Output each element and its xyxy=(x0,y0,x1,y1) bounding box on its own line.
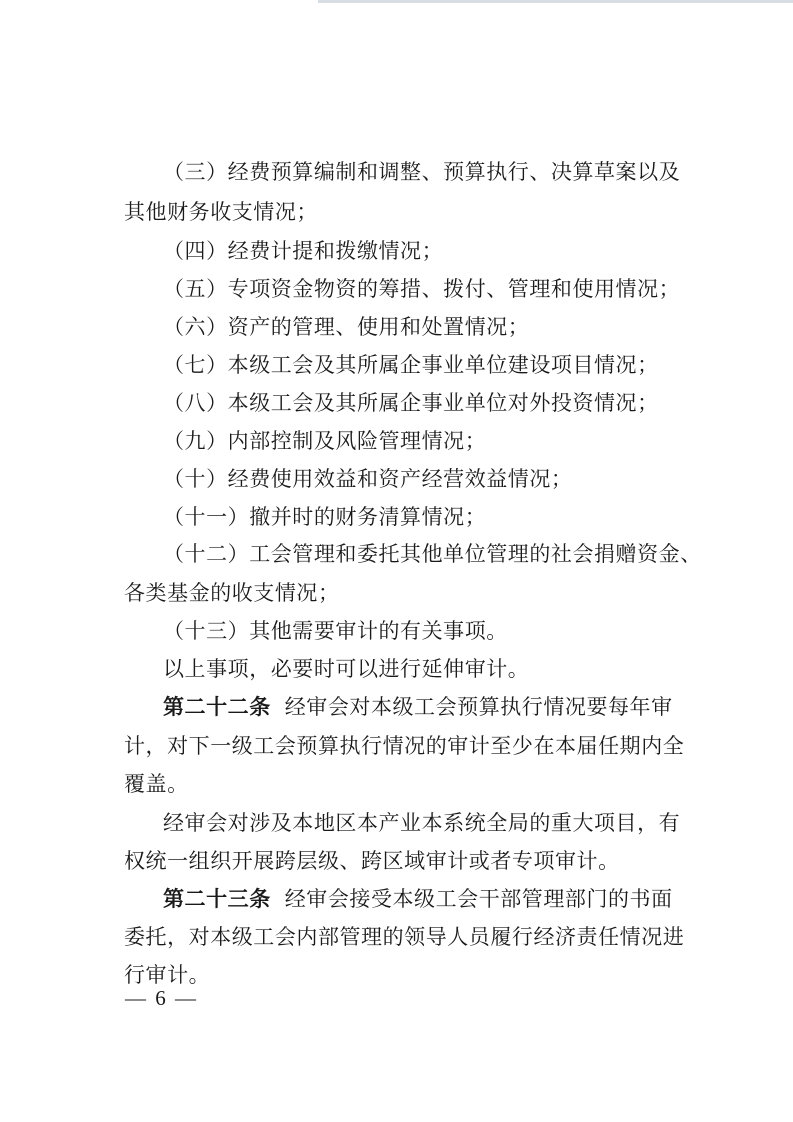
text-line: （十）经费使用效益和资产经营效益情况； xyxy=(163,467,573,491)
article-22-heading: 第二十二条 xyxy=(163,694,271,719)
text-line: 权统一组织开展跨层级、跨区域审计或者专项审计。 xyxy=(124,849,620,873)
text-line: 行审计。 xyxy=(124,963,211,987)
text-line: （八）本级工会及其所属企事业单位对外投资情况； xyxy=(163,391,659,415)
text-line: （四）经费计提和拨缴情况； xyxy=(163,239,444,263)
text-line: （六）资产的管理、使用和处置情况； xyxy=(163,315,530,339)
text-line: （九）内部控制及风险管理情况； xyxy=(163,429,487,453)
text-line: （十二）工会管理和委托其他单位管理的社会捐赠资金、 xyxy=(163,542,702,566)
text-line: （七）本级工会及其所属企事业单位建设项目情况； xyxy=(163,353,659,377)
text-line: 经审会对涉及本地区本产业本系统全局的重大项目，有 xyxy=(163,811,681,835)
text-line: 覆盖。 xyxy=(124,772,189,796)
article-22-line xyxy=(163,694,673,720)
text-line: （十一）撤并时的财务清算情况； xyxy=(163,505,487,529)
text-line: （三）经费预算编制和调整、预算执行、决算草案以及 xyxy=(163,160,681,184)
scan-edge-line xyxy=(318,0,793,3)
text-line: （五）专项资金物资的筹措、拨付、管理和使用情况； xyxy=(163,277,681,301)
text-line: （十三）其他需要审计的有关事项。 xyxy=(163,619,508,643)
text-line: 计，对下一级工会预算执行情况的审计至少在本届任期内全 xyxy=(124,734,685,758)
text-line: 以上事项，必要时可以进行延伸审计。 xyxy=(163,657,530,681)
article-23-line xyxy=(163,886,673,912)
article-22-text: 经审会对本级工会预算执行情况要每年审 xyxy=(284,695,673,719)
page-number: — 6 — xyxy=(125,986,198,1010)
article-23-heading: 第二十三条 xyxy=(163,886,271,911)
text-line: 各类基金的收支情况； xyxy=(124,581,340,605)
article-23-text: 经审会接受本级工会干部管理部门的书面 xyxy=(284,887,673,911)
text-line: 委托，对本级工会内部管理的领导人员履行经济责任情况进 xyxy=(124,925,685,949)
text-line: 其他财务收支情况； xyxy=(124,200,318,224)
